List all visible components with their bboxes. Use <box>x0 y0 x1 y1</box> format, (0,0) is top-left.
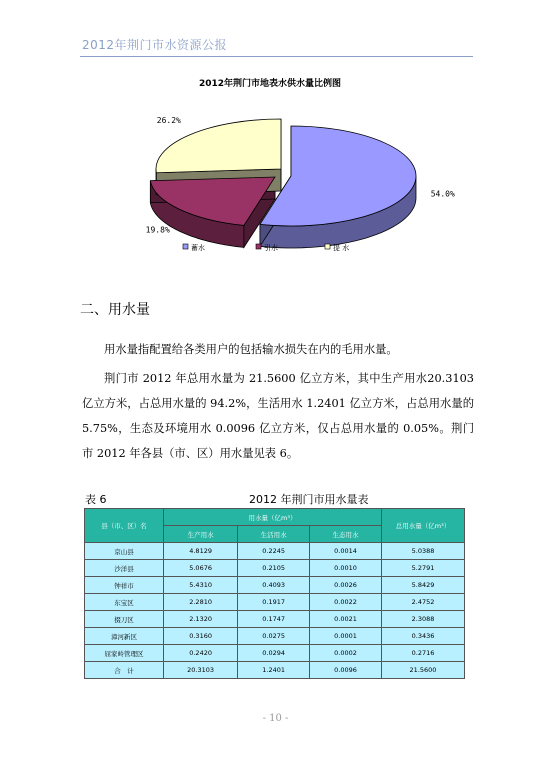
subheader-domestic: 生活用水 <box>238 526 310 543</box>
table-cell-value: 0.2245 <box>238 543 310 560</box>
table-body <box>85 543 465 679</box>
subheader-ecological: 生态用水 <box>310 526 382 543</box>
table-cell-value: 0.0294 <box>238 645 310 662</box>
table-cell-value: 4.8129 <box>164 543 238 560</box>
table-cell-value: 0.1747 <box>238 611 310 628</box>
table-cell-county: 合 计 <box>85 662 164 679</box>
pie-slice <box>156 119 281 173</box>
table-cell-value: 5.0388 <box>382 543 465 560</box>
legend-label: 蓄水 <box>191 244 205 252</box>
table-cell-value: 0.0014 <box>310 543 382 560</box>
pie-slice-label: 54.0% <box>430 189 455 199</box>
table-cell-value: 2.4752 <box>382 594 465 611</box>
pie-slices <box>150 119 416 248</box>
table-cell-value: 0.3160 <box>164 628 238 645</box>
subheader-production: 生产用水 <box>164 526 238 543</box>
table-cell-value: 0.0010 <box>310 560 382 577</box>
table-cell-value: 2.1320 <box>164 611 238 628</box>
table-cell-county: 掇刀区 <box>85 611 164 628</box>
table-row <box>85 645 465 662</box>
table-label: 表 6 <box>85 493 107 506</box>
table-row <box>85 611 465 628</box>
table-cell-value: 0.0001 <box>310 628 382 645</box>
pie-slice-label: 19.8% <box>145 225 170 235</box>
table-cell-value: 0.3436 <box>382 628 465 645</box>
table-title: 2012 年荆门市用水量表 <box>249 493 369 506</box>
header-title: 2012年荆门市水资源公报 <box>82 38 228 52</box>
table-cell-value: 5.2791 <box>382 560 465 577</box>
table-row <box>85 594 465 611</box>
legend-label: 提 水 <box>333 244 350 252</box>
table-cell-value: 0.2420 <box>164 645 238 662</box>
table-cell-value: 5.8429 <box>382 577 465 594</box>
table-row <box>85 662 465 679</box>
legend-swatch <box>183 244 188 249</box>
pie-chart <box>80 68 480 268</box>
table-cell-value: 0.0022 <box>310 594 382 611</box>
table-cell-value: 0.0096 <box>310 662 382 679</box>
table-cell-value: 0.0002 <box>310 645 382 662</box>
legend-swatch <box>325 244 330 249</box>
table-cell-value: 2.2810 <box>164 594 238 611</box>
table-cell-value: 20.3103 <box>164 662 238 679</box>
header-total: 总用水量（亿m³） <box>382 509 465 543</box>
legend-swatch <box>256 244 261 249</box>
table-cell-value: 0.1917 <box>238 594 310 611</box>
table-cell-value: 2.3088 <box>382 611 465 628</box>
page-number: - 10 - <box>262 713 289 724</box>
table-cell-value: 1.2401 <box>238 662 310 679</box>
chart-title: 2012年荆门市地表水供水量比例图 <box>198 79 342 89</box>
table-cell-value: 21.5600 <box>382 662 465 679</box>
header-usage-group: 用水量（亿m³） <box>164 509 382 526</box>
table-cell-county: 屈家岭管理区 <box>85 645 164 662</box>
table-cell-county: 钟祥市 <box>85 577 164 594</box>
table-cell-value: 0.0026 <box>310 577 382 594</box>
header-county: 县（市、区）名 <box>85 509 164 543</box>
table-row <box>85 577 465 594</box>
paragraph-total-usage: 荆门市 2012 年总用水量为 21.5600 亿立方米，其中生产用水20.3103 亿立方米，占总用水量的 94.2%，生活用水 1.2401 亿立方米，占总用水量的 5.75%，生态及环境用水 0.0096 亿立方米，仅占总用水量的 0.05%。荆门市 2012 年各县（市、区）用水量见表 6。 <box>82 372 474 460</box>
section-heading: 二、用水量 <box>80 302 150 318</box>
table-cell-value: 5.0676 <box>164 560 238 577</box>
table-row <box>85 560 465 577</box>
table-cell-value: 0.4093 <box>238 577 310 594</box>
pie-slice-label: 26.2% <box>156 115 181 125</box>
table-cell-value: 0.2716 <box>382 645 465 662</box>
table-cell-value: 0.2105 <box>238 560 310 577</box>
legend-label: 引水 <box>264 244 278 252</box>
table-cell-value: 5.4310 <box>164 577 238 594</box>
table-cell-value: 0.0275 <box>238 628 310 645</box>
table-cell-county: 京山县 <box>85 543 164 560</box>
table-row <box>85 543 465 560</box>
table-cell-county: 沙洋县 <box>85 560 164 577</box>
table-cell-county: 东宝区 <box>85 594 164 611</box>
header-rule <box>80 56 473 57</box>
table-row <box>85 628 465 645</box>
table-cell-county: 漳河新区 <box>85 628 164 645</box>
paragraph-definition: 用水量指配置给各类用户的包括输水损失在内的毛用水量。 <box>104 343 398 356</box>
water-usage-table <box>84 508 465 679</box>
table-cell-value: 0.0021 <box>310 611 382 628</box>
